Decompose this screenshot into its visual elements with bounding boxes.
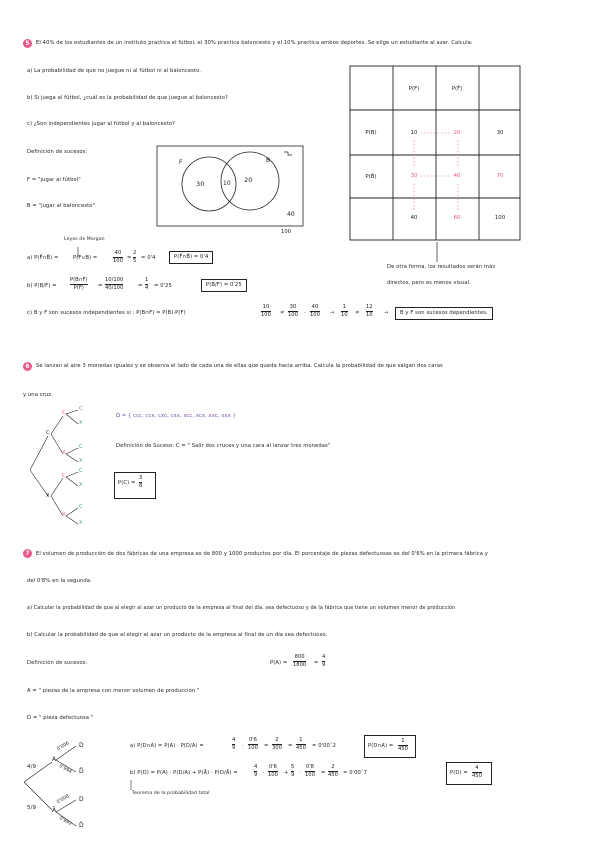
table-col-f: P(F) (408, 86, 420, 92)
p7-ans-a-box-lhs: P(D∩A) = (368, 743, 394, 749)
p7-def-title: Definición de sucesos: (27, 660, 88, 666)
p5-question-a: a) La probabilidad de que no juegue ni al fútbol ni al baloncesto. (27, 68, 202, 74)
tree7-p2: 0'994 (58, 764, 73, 776)
tree-l3-5: C (79, 468, 83, 474)
p7-ans-a-f2: 0'6 100 (248, 737, 258, 752)
tree-l1-c: C (46, 430, 50, 436)
venn-outside: 40 (287, 211, 295, 218)
tree7-a: A (52, 756, 57, 763)
p7-question-b: b) Calcular la probabilidad de que al elegir al azar un producto de la empresa al final de un día sea defectuoso. (27, 632, 328, 638)
tree-l3-3: C (79, 444, 83, 450)
p5-ans-a-lhs: a) P(F̄∩B̄) = (27, 255, 59, 261)
p7-ans-a-f4: 1 450 (296, 737, 306, 752)
table-note-1: De otra forma, los resultados serán más (387, 264, 496, 270)
venn-label-b: B (266, 157, 271, 164)
p5-def-title: Definición de sucesos: (27, 149, 88, 155)
p5-statement: El 40% de los estudiantes de un instituto practica el fútbol, el 30% practica baloncesto y el 10% practica ambos deportes. Se elige un estudiante al azar. Calcula: (36, 40, 473, 46)
p7-pa-lhs: P(A) = (270, 660, 288, 666)
p5-question-b: b) Si juega al fútbol, ¿cuál es la probabilidad de que juegue al baloncesto? (27, 95, 228, 101)
p5-ans-b-lhs: b) P(B/F) = (27, 283, 57, 289)
venn-only-f: 30 (196, 180, 205, 188)
p7-ans-b-f5: 2 450 (328, 764, 338, 779)
p5-ans-a-res: = 0'4 (141, 255, 156, 261)
tree-l2-xx: X (62, 512, 66, 518)
table-v-bbarf: 30 (410, 173, 418, 179)
p5-ans-b-frac2: 10/100 40/100 (105, 277, 124, 292)
tree-l3-8: X (79, 520, 83, 526)
problem-6-badge: 6 (23, 362, 32, 371)
p5-ans-c-f4: 1 10 (341, 304, 348, 319)
p7-statement-2: del 0'8% en la segunda. (27, 578, 92, 584)
table-v-b: 30 (496, 130, 504, 136)
morgan-note: Leyes de Morgan (64, 237, 105, 242)
tree7-d1: D (79, 742, 84, 749)
venn-total: 100 (281, 229, 292, 235)
table-v-bbar: 70 (496, 173, 504, 179)
p7-ans-a-lhs: a) P(D∩A) = P(A) · P(D/A) = (130, 743, 204, 749)
tree-l3-2: X (79, 420, 83, 426)
problem-7-badge: 7 (23, 549, 32, 558)
p7-pa-frac1: 800 1800 (293, 654, 307, 669)
p7-ans-b-lhs: b) P(D) = P(A) · P(D/A) + P(Ā) · P(D/Ā) = (130, 770, 238, 776)
p6-result-frac: 3 8 (139, 475, 143, 490)
neq-1: ≠ (280, 310, 285, 316)
p5-ans-c-f3: 40 100 (310, 304, 320, 319)
tree7-d2: D (79, 796, 84, 803)
tree7-dbar2: D̄ (79, 822, 84, 829)
p7-question-a: a) Calcular la probabilidad de que al elegir al azar un producto de la empresa al final del día, sea defectuoso y de la fábrica que tiene un volumen menor de producción (27, 605, 456, 611)
tree-l3-1: C (79, 406, 83, 412)
tree-l2-cc: C (62, 410, 66, 416)
table-note-2: directos, pero es menos visual. (387, 280, 471, 286)
coin-tree (30, 410, 78, 524)
p5-ans-b-frac1: P(B∩F) P(F) (70, 277, 88, 292)
p6-result-lhs: P(C) = (118, 480, 136, 486)
p5-ans-b-box: P(B/F) = 0'25 (201, 279, 247, 292)
p7-ans-b-f4: 0'8 100 (305, 764, 315, 779)
p5-question-c: c) ¿Son independientes jugar al fútbol y al baloncesto? (27, 121, 175, 127)
tree7-w2: 5/9 (27, 805, 37, 811)
p7-ans-a-res: = 0'00ˆ2 (312, 743, 337, 749)
tree-l3-4: X (79, 458, 83, 464)
venn-omega-mark (284, 152, 292, 155)
p7-ans-b-f1: 4 9 (254, 764, 258, 779)
tree7-p1: 0'006 (56, 741, 71, 753)
p5-ans-c-f1: 10 100 (261, 304, 271, 319)
p5-def-b: B = "jugar al baloncesto" (27, 203, 96, 209)
table-v-fbar: 60 (453, 215, 461, 221)
tree-l2-cx: X (62, 450, 66, 456)
p5-ans-a-box: P(F̄∩B̄) = 0'4 (169, 251, 213, 264)
tree-l3-7: C (79, 504, 83, 510)
p5-ans-c-f5: 12 10 (366, 304, 373, 319)
p7-ans-b-box (446, 762, 492, 785)
p7-ans-b-box-lhs: P(D) = (450, 770, 468, 776)
p6-statement-2: y una cruz. (23, 392, 53, 398)
p7-def-a: A = " piezas de la empresa con menor volumen de producción " (27, 688, 200, 694)
p7-ans-a-box (364, 735, 416, 758)
problem-5-badge: 5 (23, 39, 32, 48)
p6-definition: Definición de Suceso: C = " Salir dos cruces y una cara al lanzar tres monedas" (116, 443, 331, 449)
venn-both: 10 (223, 180, 231, 187)
p5-ans-c-f2: 30 100 (288, 304, 298, 319)
factory-tree (24, 746, 76, 826)
tree7-dbar1: D̄ (79, 768, 84, 775)
p5-def-f: F = "jugar al fútbol" (27, 177, 81, 183)
p7-total-note: Teorema de la probabilidad total (132, 791, 210, 796)
tree-l2-xc: C (62, 473, 66, 479)
table-v-bf: 10 (410, 130, 418, 136)
p7-ans-a-f3: 2 300 (272, 737, 282, 752)
p7-ans-b-f3: 5 9 (291, 764, 295, 779)
p5-ans-c-box: B y F son sucesos dependientes. (395, 307, 493, 320)
tree7-abar: Ā (52, 807, 57, 814)
p7-ans-a-box-frac: 1 450 (398, 738, 408, 753)
venn-label-f: F (179, 159, 183, 166)
p7-ans-b-f2: 0'6 100 (268, 764, 278, 779)
tree7-w1: 4/9 (27, 764, 37, 770)
p5-ans-c-text: c) B y F son sucesos independientes si : P(B∩F) = P(B)·P(F) (27, 310, 186, 316)
p7-def-d: D = " pieza defectuosa " (27, 715, 94, 721)
p7-ans-a-f1: 4 9 (232, 737, 236, 752)
p7-statement: El volumen de producción de dos fábricas de una empresa es de 800 y 1000 productos por día. El porcentaje de piezas defectuosas es del 0'6% en la primera fábrica y (36, 551, 488, 557)
table-v-total: 100 (494, 215, 506, 221)
tree7-p3: 0'008 (56, 794, 71, 806)
p5-ans-a-mid: P(F∪B) = (73, 255, 98, 261)
p7-pa-frac2: 4 9 (322, 654, 326, 669)
p6-result-box (114, 472, 156, 499)
p6-sample-space: Ω = { ccc, ccx, cxc, cxx, xcc, xcx, xxc, xxx } (116, 413, 236, 419)
table-col-fbar: P(F̄) (451, 86, 463, 92)
p6-statement: Se lanzan al aire 3 monedas iguales y se observa el lado de cada una de ellas que queda hacia arriba. Calcula la probabilidad de que salgan dos caras (36, 363, 443, 369)
table-v-f: 40 (410, 215, 418, 221)
tree-l3-6: X (79, 482, 83, 488)
table-v-bfbar: 20 (453, 130, 461, 136)
tree7-p4: 0'992 (58, 816, 73, 828)
p5-ans-a-frac: 40 100 (113, 250, 123, 265)
tree-l1-x: X (46, 493, 50, 499)
p7-ans-b-box-frac: 4 450 (472, 765, 482, 780)
table-v-bbarfbar: 40 (453, 173, 461, 179)
table-row-bbar: P(B̄) (365, 174, 377, 180)
table-grid (350, 66, 520, 240)
p7-ans-b-res: = 0'00ˆ7 (343, 770, 368, 776)
p5-ans-a-frac2: 2 5 (133, 250, 137, 265)
p5-ans-b-res: = 0'25 (154, 283, 172, 289)
venn-only-b: 20 (244, 176, 253, 184)
p5-ans-b-frac3: 1 4 (145, 277, 149, 292)
neq-2: ≠ (355, 310, 360, 316)
table-row-b: P(B) (365, 130, 377, 136)
